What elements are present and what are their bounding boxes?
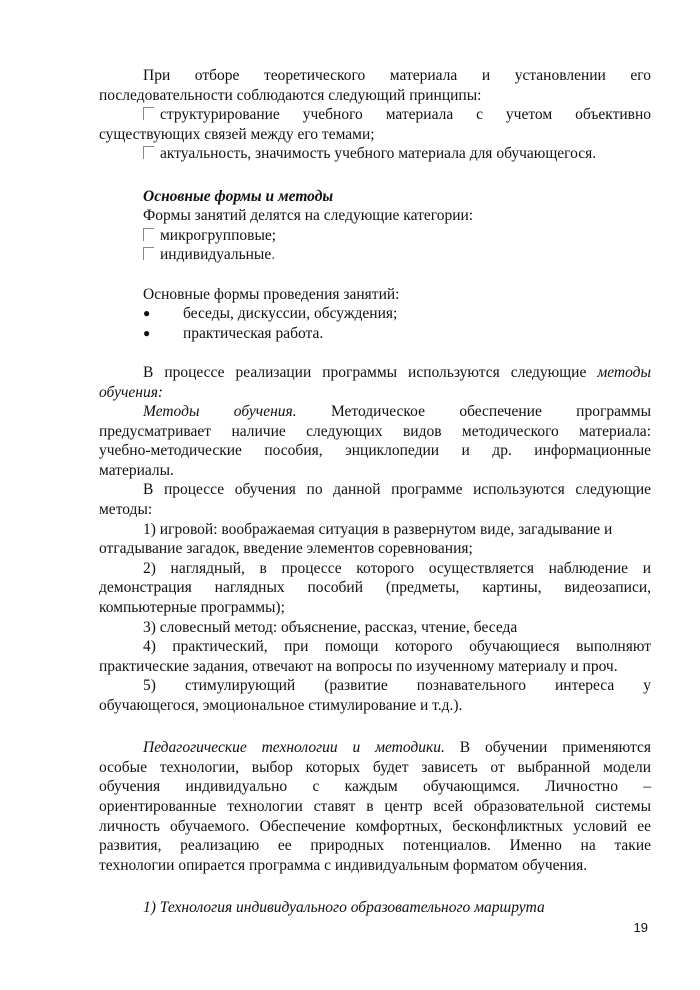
checkbox-glyph-icon bbox=[143, 247, 154, 260]
text-line: Формы занятий делятся на следующие категории: bbox=[143, 207, 474, 225]
text-line: существующих связей между его темами; bbox=[99, 125, 375, 143]
text-line: методы: bbox=[99, 501, 153, 519]
list-item: структурирование учебного материала с учетом объективно bbox=[99, 105, 651, 125]
text-line: 5) стимулирующий (развитие познавательного интереса у bbox=[143, 677, 651, 695]
text-line: развития, реализацию ее природных потенциалов. Именно на такие bbox=[99, 837, 651, 855]
text-line: компьютерные программы); bbox=[99, 599, 285, 617]
list-item: микрогрупповые; bbox=[99, 226, 651, 246]
text-line: последовательности соблюдаются следующий принципы: bbox=[99, 86, 482, 104]
list-item: индивидуальные. bbox=[99, 245, 651, 265]
text-line: учебно-методические пособия, энциклопедии и др. информационные bbox=[99, 442, 651, 460]
text-line: 3) словесный метод: объяснение, рассказ, чтение, беседа bbox=[143, 618, 518, 636]
text-line: Методы обучения. Методическое обеспечение программы bbox=[143, 403, 651, 421]
text-line: отгадывание загадок, введение элементов соревнования; bbox=[99, 540, 473, 558]
text-line: 2) наглядный, в процессе которого осуществляется наблюдение и bbox=[143, 559, 651, 577]
text-line: предусматривает наличие следующих видов методического материала: bbox=[99, 422, 651, 440]
text-line: особые технологии, выбор которых будет зависеть от выбранной модели bbox=[99, 758, 651, 776]
list-item: актуальность, значимость учебного материала для обучающегося. bbox=[99, 144, 651, 164]
text-line: обучающегося, эмоциональное стимулирование и т.д.). bbox=[99, 697, 463, 714]
bullet-icon: ● bbox=[143, 325, 151, 340]
text-line: Основные формы проведения занятий: bbox=[143, 285, 400, 303]
section-heading: Основные формы и методы bbox=[143, 187, 334, 205]
text-line: личность обучаемого. Обеспечение комфортных, бесконфликтных условий ее bbox=[99, 817, 651, 835]
text-line: 4) практический, при помощи которого обучающиеся выполняют bbox=[143, 638, 651, 656]
text-line: В процессе обучения по данной программе используются следующие bbox=[143, 481, 651, 499]
checkbox-glyph-icon bbox=[143, 146, 154, 159]
text-line: Педагогические технологии и методики. В обучении применяются bbox=[143, 739, 651, 757]
checkbox-glyph-icon bbox=[143, 228, 154, 241]
text-line: обучения: bbox=[99, 383, 164, 401]
text-line: При отборе теоретического материала и установлении его bbox=[143, 67, 651, 84]
text-line: технологии опирается программа с индивидуальным форматом обучения. bbox=[99, 856, 588, 874]
text-line: практические задания, отвечают на вопросы по изученному материалу и проч. bbox=[99, 657, 618, 675]
bullet-icon: ● bbox=[143, 306, 151, 321]
page-number: 19 bbox=[633, 920, 648, 935]
subsection-heading: 1) Технология индивидуального образовательного маршрута bbox=[143, 898, 545, 916]
bullet-item: ● практическая работа. bbox=[143, 324, 324, 342]
page-content bbox=[99, 66, 651, 918]
text-line: В процессе реализации программы используются следующие методы bbox=[143, 363, 651, 381]
text-line: обучения индивидуально с каждым обучающимся. Личностно – bbox=[99, 778, 651, 796]
text-line: демонстрация наглядных пособий (предметы, картины, видеозаписи, bbox=[99, 579, 651, 597]
text-line: ориентированные технологии ставят в центр всей образовательной системы bbox=[99, 797, 651, 815]
checkbox-glyph-icon bbox=[143, 107, 154, 120]
text-line: материалы. bbox=[99, 461, 174, 479]
bullet-item: ● беседы, дискуссии, обсуждения; bbox=[143, 305, 398, 323]
text-line: 1) игровой: воображаемая ситуация в развернутом виде, загадывание и bbox=[143, 520, 613, 538]
